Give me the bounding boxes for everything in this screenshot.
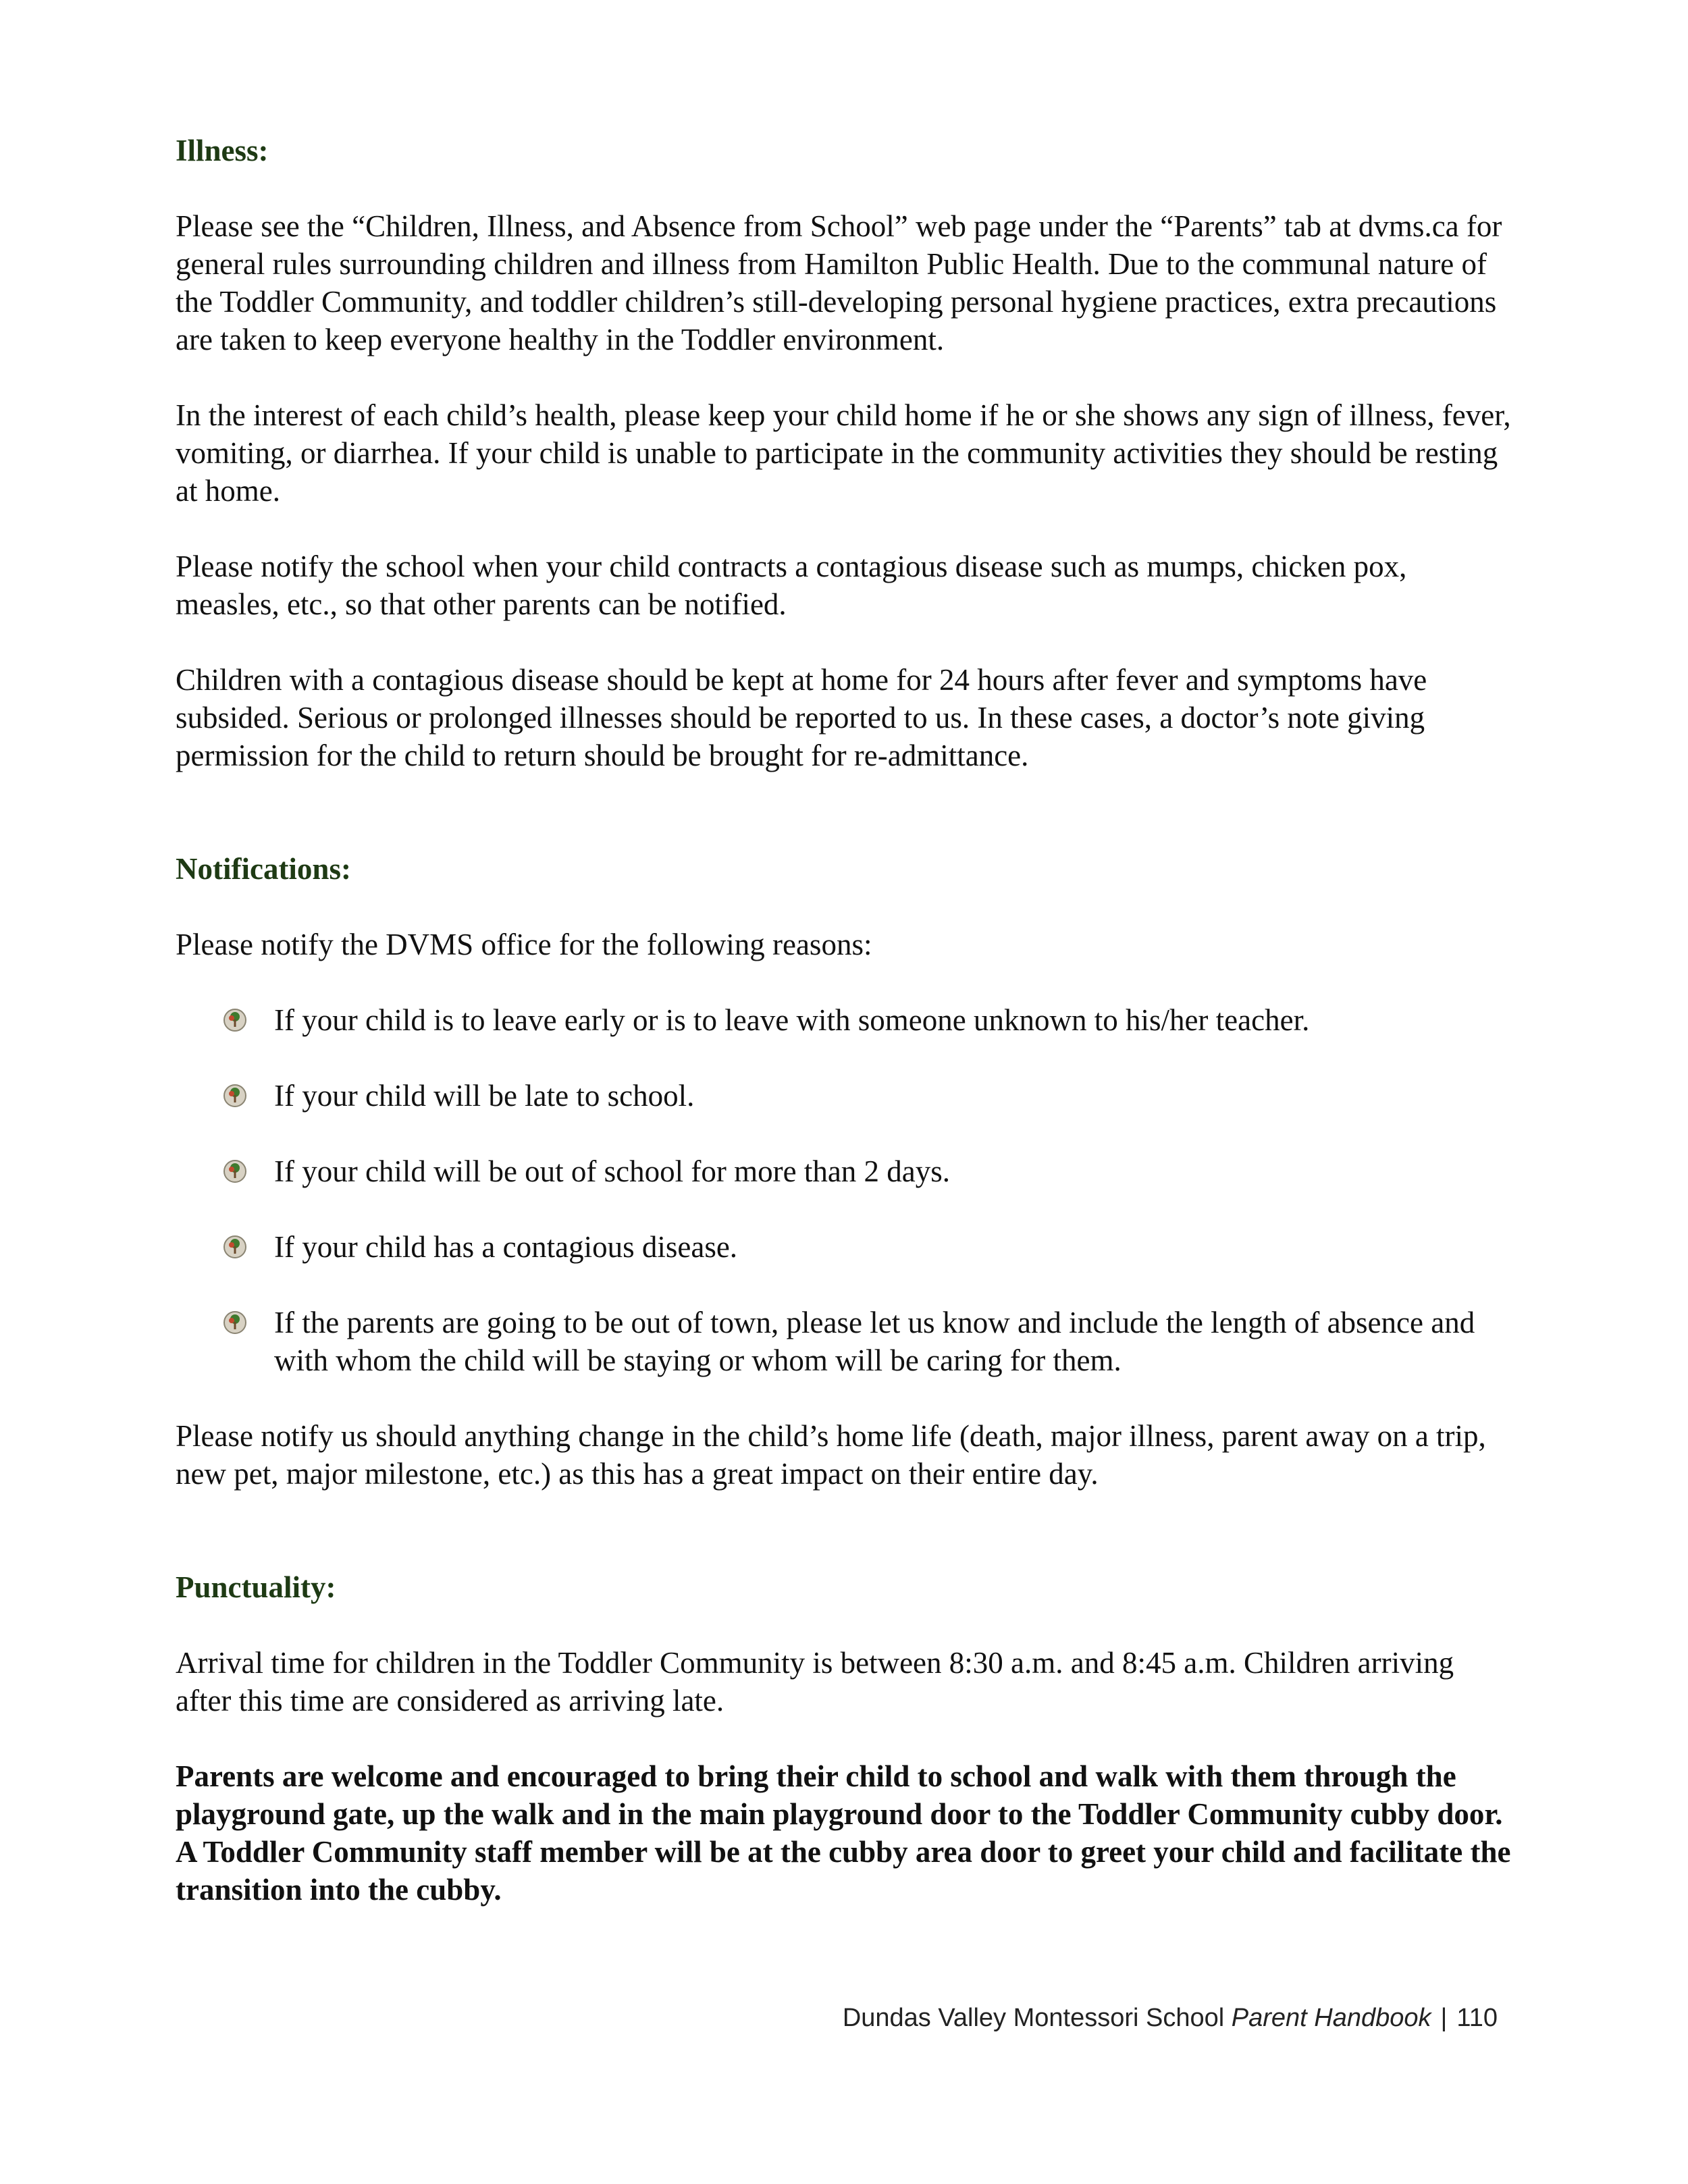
list-item [274,1001,1512,1039]
notifications-closing: Please notify us should anything change in the child’s home life (death, major illness, parent away on a trip, new pet, major milestone, etc.) as this has a great impact on their entire day. [176,1419,1486,1491]
list-item-text: If the parents are going to be out of town, please let us know and include the length of absence and with whom the child will be staying or whom will be caring for them. [274,1306,1475,1377]
tree-bullet-icon [223,1084,247,1108]
footer-handbook-title: Parent Handbook [1231,2004,1431,2032]
list-item-text: If your child will be out of school for more than 2 days. [274,1154,951,1188]
illness-paragraph-2: In the interest of each child’s health, please keep your child home if he or she shows any sign of illness, fever, vomiting, or diarrhea. If your child is unable to participate in the community activities they should be resting at home. [176,398,1511,508]
punctuality-paragraph: Arrival time for children in the Toddler Community is between 8:30 a.m. and 8:45 a.m. Children arriving after this time are considered as arriving late. [176,1646,1454,1717]
illness-paragraph-4: Children with a contagious disease should be kept at home for 24 hours after fever and symptoms have subsided. Serious or prolonged illnesses should be reported to us. In these cases, a doctor’s note giving permission for the child to return should be brought for re-admittance. [176,663,1427,772]
notifications-intro: Please notify the DVMS office for the following reasons: [176,928,872,961]
list-item-text: If your child will be late to school. [274,1079,695,1113]
list-item [274,1152,1512,1190]
footer-separator: | [1440,2004,1448,2032]
page-number: 110 [1456,2004,1498,2032]
page-content [176,132,1512,1909]
illness-heading: Illness: [176,134,269,167]
tree-bullet-icon [223,1159,247,1183]
list-item [274,1228,1512,1266]
list-item-text: If your child is to leave early or is to leave with someone unknown to his/her teacher. [274,1003,1310,1037]
notifications-list [176,1001,1512,1379]
tree-bullet-icon [223,1235,247,1259]
illness-paragraph-1: Please see the “Children, Illness, and Absence from School” web page under the “Parents” tab at dvms.ca for general rules surrounding children and illness from Hamilton Public Health. Due to the communal nature of the Toddler Community, and toddler children’s still-developing personal hygiene practices, extra precautions are taken to keep everyone healthy in the Toddler environment. [176,209,1502,356]
illness-paragraph-3: Please notify the school when your child contracts a contagious disease such as mumps, chicken pox, measles, etc., so that other parents can be notified. [176,550,1407,621]
page-footer [843,2004,1498,2033]
list-item [274,1077,1512,1115]
list-item [274,1304,1512,1379]
punctuality-heading: Punctuality: [176,1570,336,1604]
tree-bullet-icon [223,1008,247,1032]
footer-school-name: Dundas Valley Montessori School [842,2004,1225,2032]
punctuality-bold-paragraph: Parents are welcome and encouraged to bring their child to school and walk with them through the playground gate, up the walk and in the main playground door to the Toddler Community cubby door. A Toddler Community staff member will be at the cubby area door to greet your child and facilitate the transition into the cubby. [176,1759,1511,1907]
list-item-text: If your child has a contagious disease. [274,1230,738,1264]
notifications-heading: Notifications: [176,852,351,886]
tree-bullet-icon [223,1310,247,1335]
